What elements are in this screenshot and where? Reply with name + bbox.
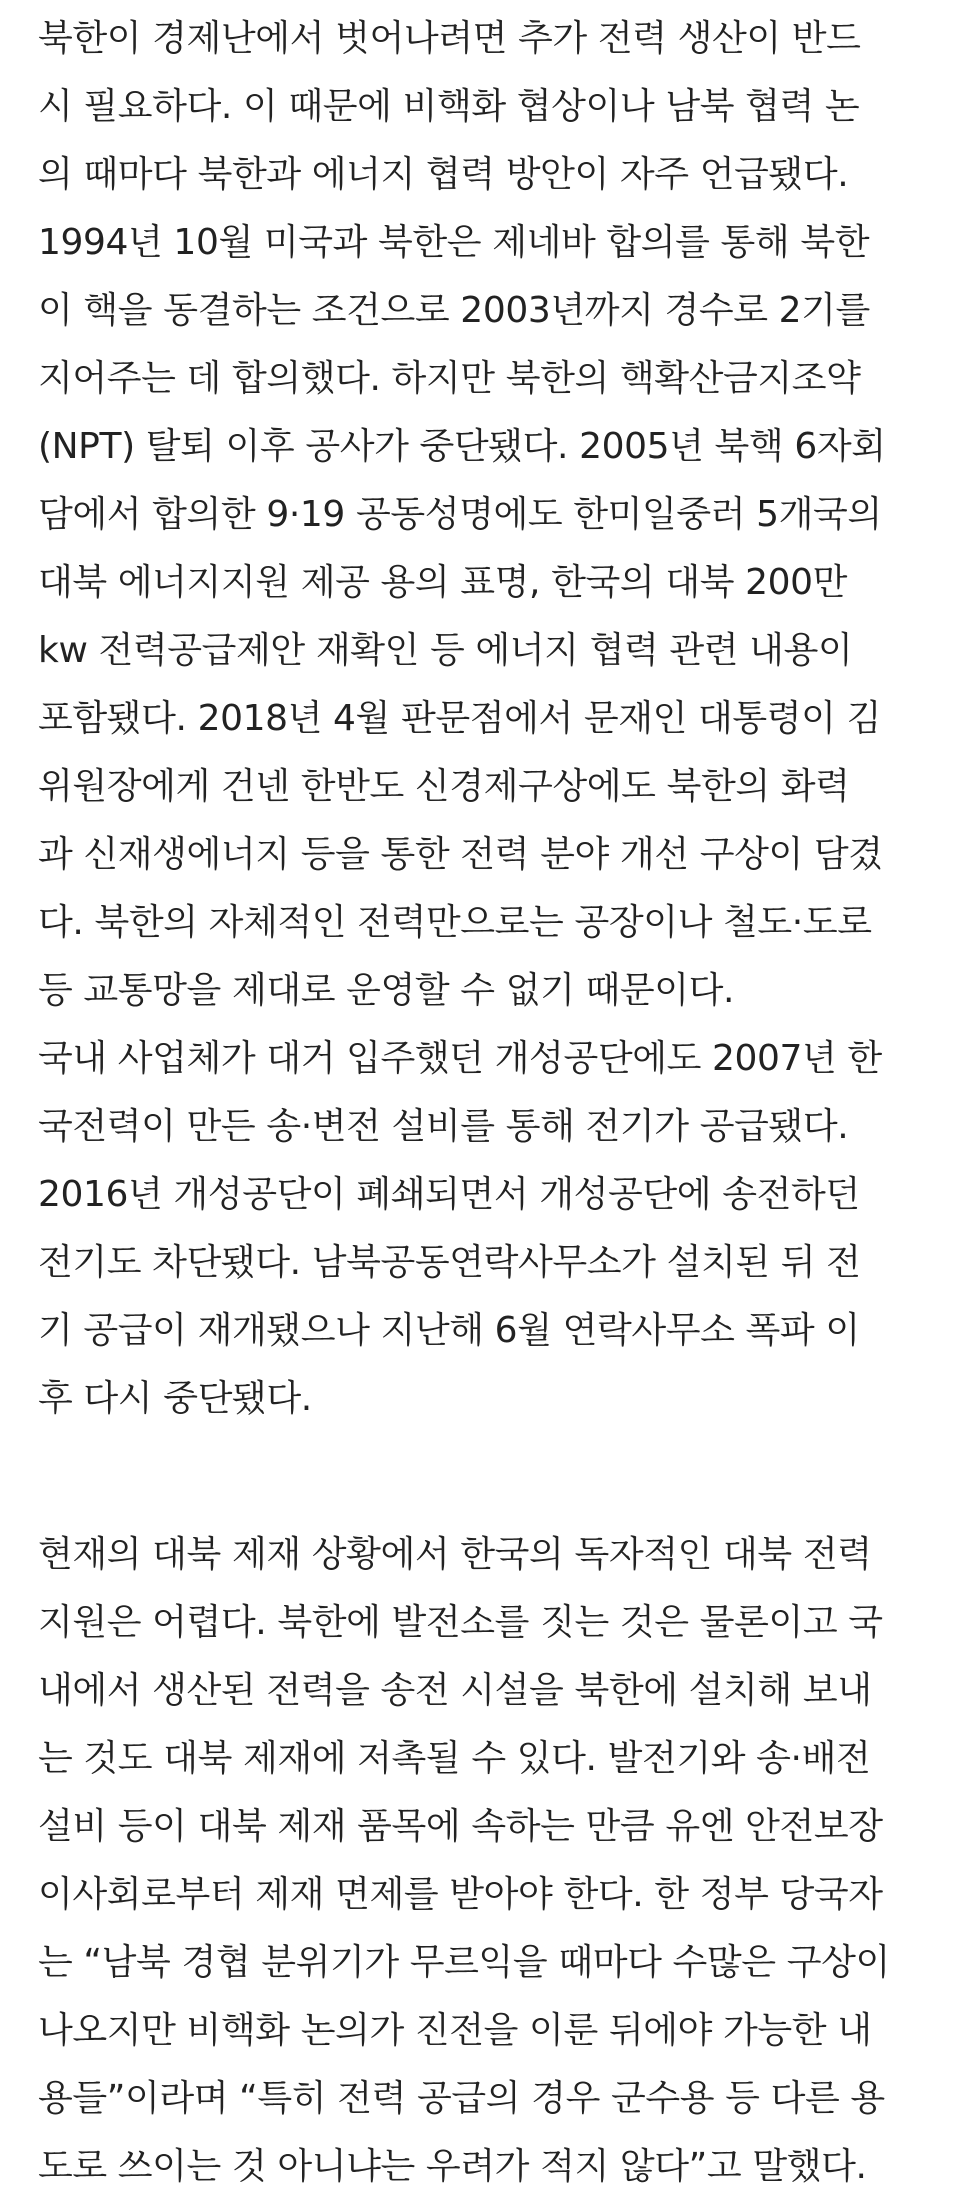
text-line: 이 핵을 동결하는 조건으로 2003년까지 경수로 2기를: [38, 290, 870, 331]
text-line: 는 것도 대북 제재에 저촉될 수 있다. 발전기와 송·배전: [38, 1738, 871, 1779]
text-line: 이사회로부터 제재 면제를 받아야 한다. 한 정부 당국자: [38, 1874, 883, 1915]
text-line: 과 신재생에너지 등을 통한 전력 분야 개선 구상이 담겼: [38, 834, 883, 875]
text-line: 위원장에게 건넨 한반도 신경제구상에도 북한의 화력: [38, 766, 850, 807]
text-line: 설비 등이 대북 제재 품목에 속하는 만큼 유엔 안전보장: [38, 1806, 883, 1847]
text-line: 는 “남북 경협 분위기가 무르익을 때마다 수많은 구상이: [38, 1942, 890, 1983]
text-line: 내에서 생산된 전력을 송전 시설을 북한에 설치해 보내: [38, 1670, 872, 1711]
text-line: 다. 북한의 자체적인 전력만으로는 공장이나 철도·도로: [38, 902, 872, 943]
paragraph-1: [38, 16, 886, 1014]
text-line: 도로 쓰이는 것 아니냐는 우려가 적지 않다”고 말했다.: [38, 2146, 867, 2187]
text-line: 지어주는 데 합의했다. 하지만 북한의 핵확산금지조약: [38, 358, 861, 399]
text-line: 시 필요하다. 이 때문에 비핵화 협상이나 남북 협력 논: [38, 86, 860, 127]
text-line: 용들”이라며 “특히 전력 공급의 경우 군수용 등 다른 용: [38, 2078, 885, 2119]
text-line: 담에서 합의한 9·19 공동성명에도 한미일중러 5개국의: [38, 494, 882, 535]
text-line: 등 교통망을 제대로 운영할 수 없기 때문이다.: [38, 970, 735, 1011]
text-line: 전기도 차단됐다. 남북공동연락사무소가 설치된 뒤 전: [38, 1242, 861, 1283]
text-line: 대북 에너지지원 제공 용의 표명, 한국의 대북 200만: [38, 562, 848, 603]
text-line: 북한이 경제난에서 벗어나려면 추가 전력 생산이 반드: [38, 18, 861, 59]
paragraph-3: [38, 1532, 890, 2190]
text-line: 후 다시 중단됐다.: [38, 1378, 312, 1419]
text-line: kw 전력공급제안 재확인 등 에너지 협력 관련 내용이: [38, 630, 853, 671]
text-line: 지원은 어렵다. 북한에 발전소를 짓는 것은 물론이고 국: [38, 1602, 883, 1643]
text-line: 기 공급이 재개됐으나 지난해 6월 연락사무소 폭파 이: [38, 1310, 860, 1351]
text-line: 1994년 10월 미국과 북한은 제네바 합의를 통해 북한: [38, 222, 870, 263]
text-line: 국내 사업체가 대거 입주했던 개성공단에도 2007년 한: [38, 1038, 882, 1079]
text-line: 포함됐다. 2018년 4월 판문점에서 문재인 대통령이 김: [38, 698, 881, 739]
text-line: 현재의 대북 제재 상황에서 한국의 독자적인 대북 전력: [38, 1534, 872, 1575]
text-line: 나오지만 비핵화 논의가 진전을 이룬 뒤에야 가능한 내: [38, 2010, 872, 2051]
paragraph-2: [38, 1036, 882, 1422]
text-line: 의 때마다 북한과 에너지 협력 방안이 자주 언급됐다.: [38, 154, 849, 195]
text-line: 2016년 개성공단이 폐쇄되면서 개성공단에 송전하던: [38, 1174, 860, 1215]
text-line: 국전력이 만든 송·변전 설비를 통해 전기가 공급됐다.: [38, 1106, 849, 1147]
text-line: (NPT) 탈퇴 이후 공사가 중단됐다. 2005년 북핵 6자회: [38, 426, 886, 467]
